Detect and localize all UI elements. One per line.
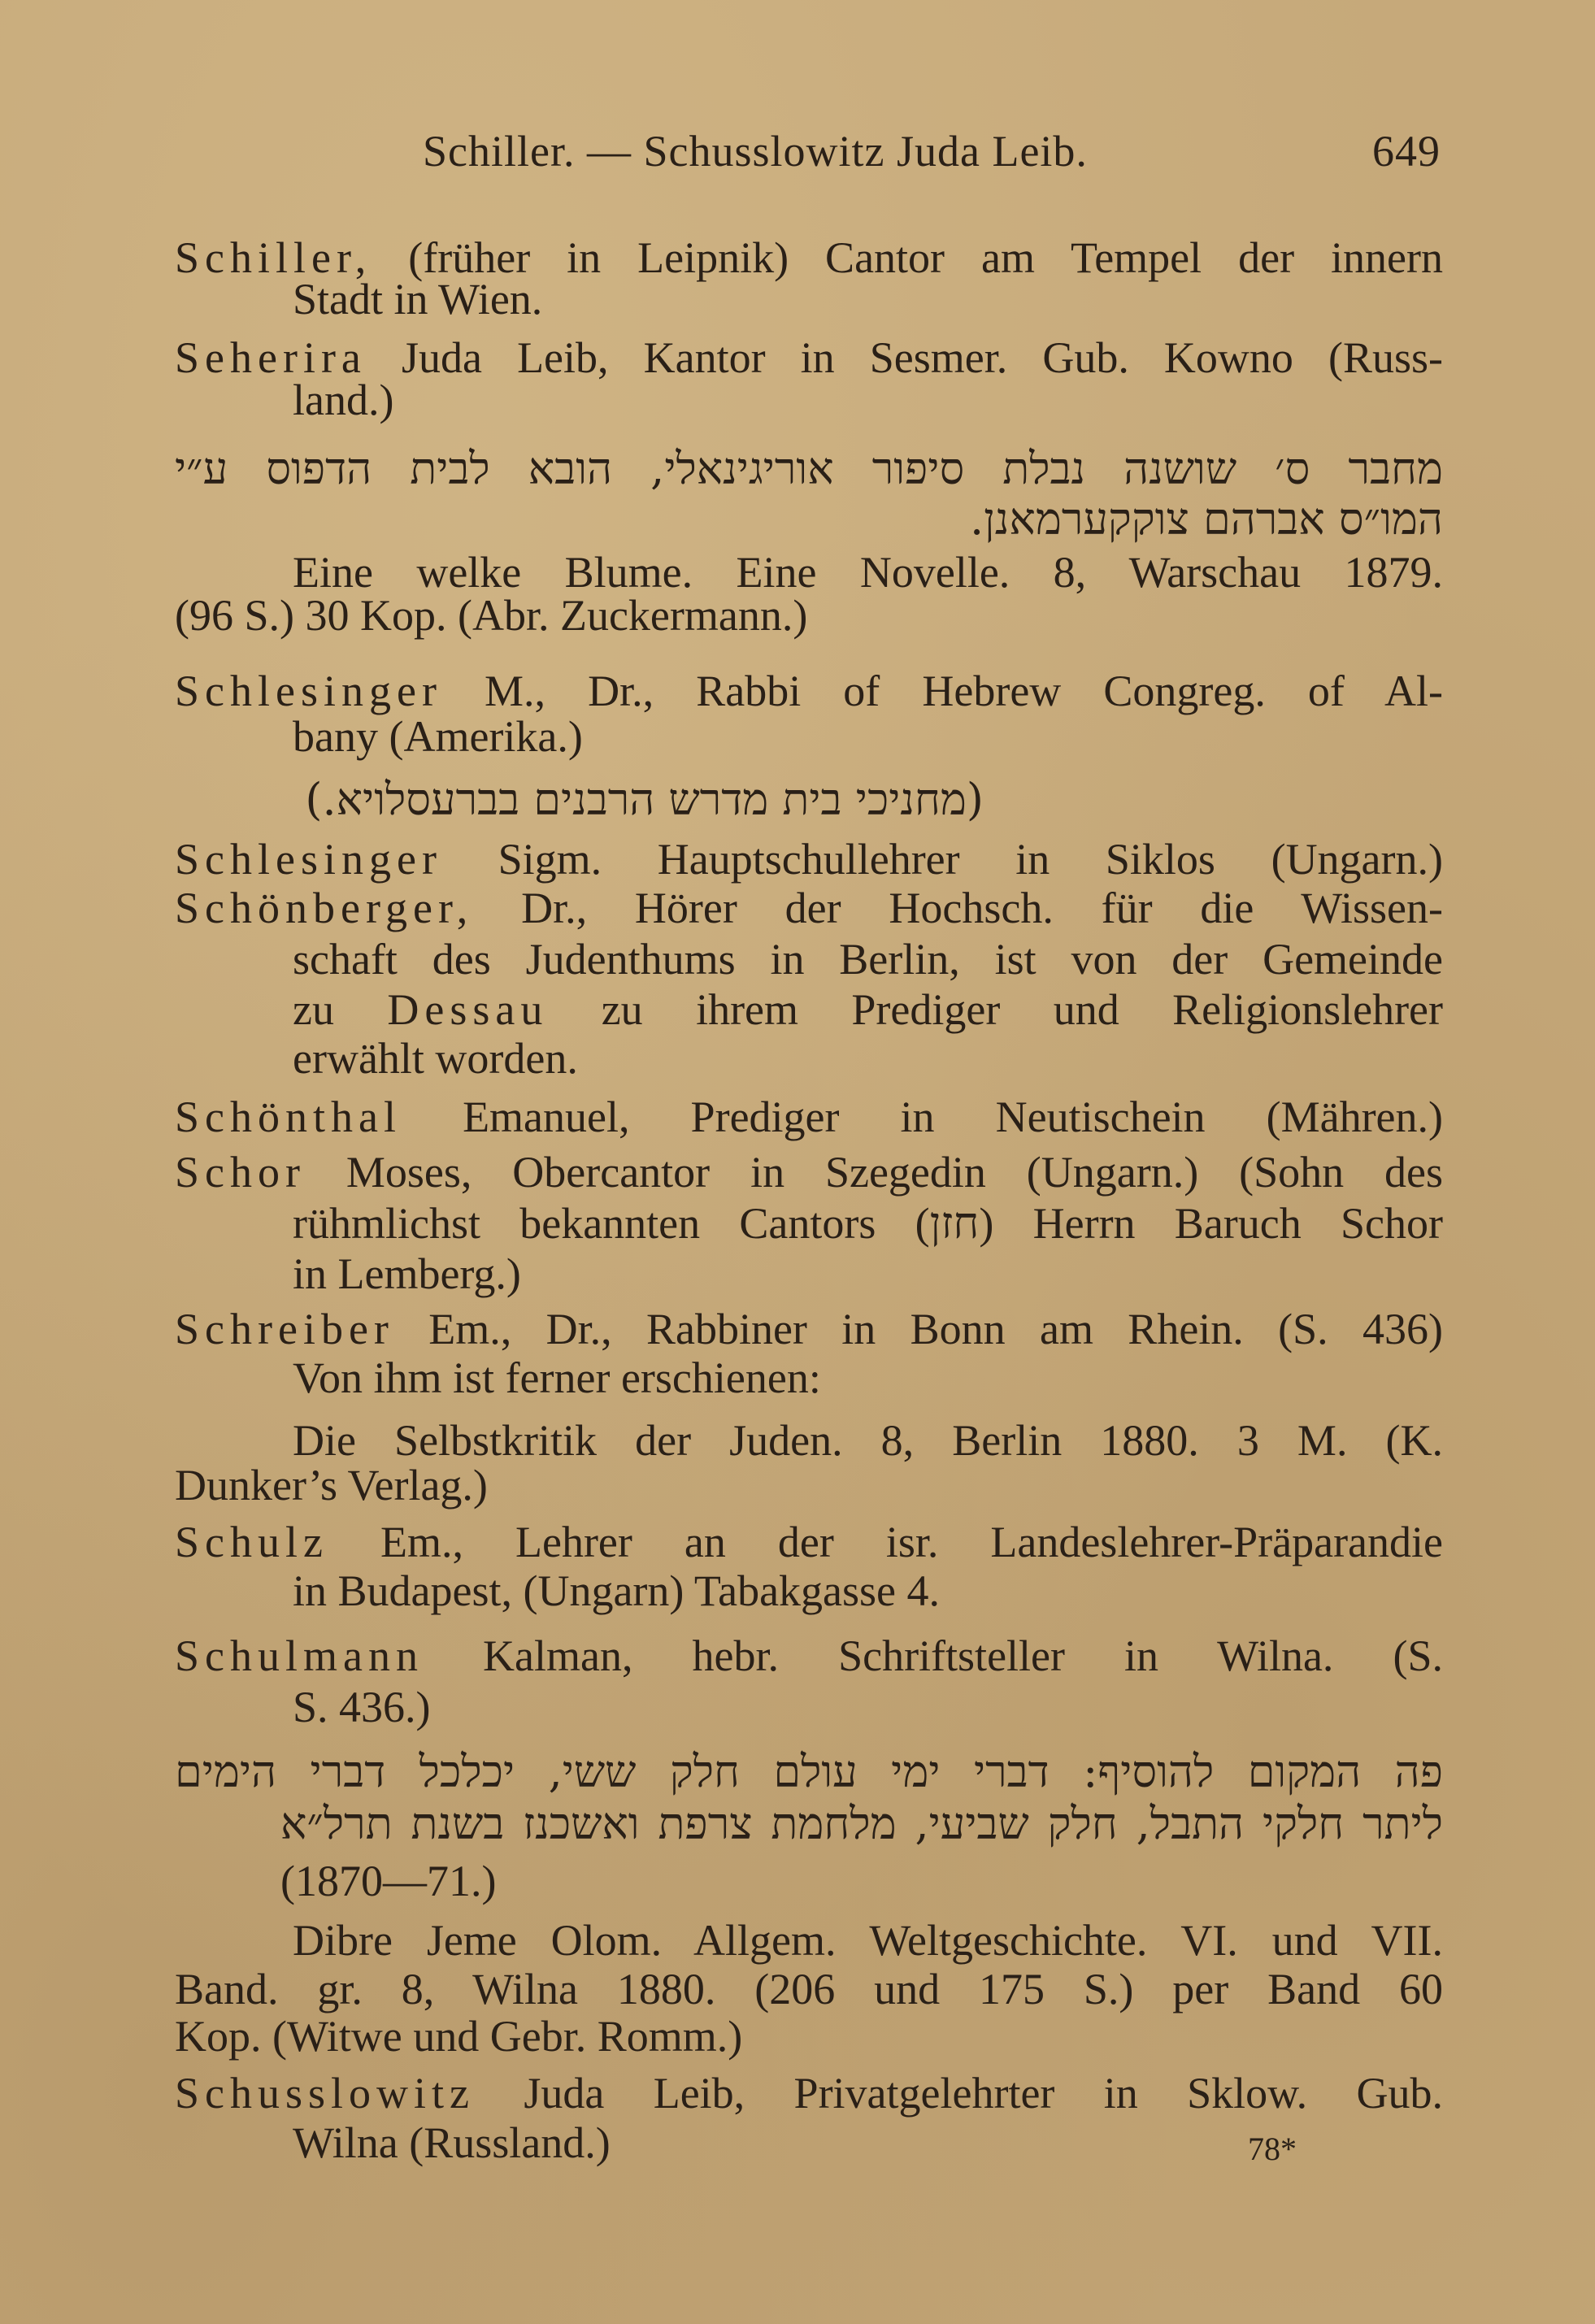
book-line: Dunker’s Verlag.)	[175, 1461, 488, 1510]
entry-line: erwählt worden.	[293, 1034, 578, 1083]
place-name: Dessau	[387, 985, 549, 1034]
entry-name: Schreiber	[175, 1305, 394, 1353]
entry-text: Em., Dr., Rabbiner in Bonn am Rhein. (S. 436)	[428, 1305, 1444, 1353]
book-line: Kop. (Witwe und Gebr. Romm.)	[175, 2012, 743, 2061]
book-line: Band. gr. 8, Wilna 1880. (206 und 175 S.) per Band 60	[175, 1965, 1443, 2013]
entry-line	[175, 882, 1443, 934]
entry-line	[175, 1516, 1443, 1568]
book-line: Dibre Jeme Olom. Allgem. Weltgeschichte. VI. und VII.	[293, 1916, 1443, 1965]
signature-mark: 78*	[1248, 2131, 1297, 2167]
entry-text: Sigm. Hauptschullehrer in Siklos (Ungarn.)	[498, 835, 1443, 884]
entry-text: Em., Lehrer an der isr. Landeslehrer-Präparandie	[380, 1518, 1443, 1566]
entry-line: Wilna (Russland.)	[293, 2118, 611, 2167]
entry-line: bany (Amerika.)	[293, 712, 583, 761]
entry-text: zu	[293, 985, 334, 1034]
entry-name: Schlesinger	[175, 667, 442, 715]
entry-text: Juda Leib, Kantor in Sesmer. Gub. Kowno (Russ-	[402, 333, 1443, 382]
entry-name: Seherira	[175, 333, 367, 382]
entry-text: Juda Leib, Privatgelehrter in Sklow. Gub.	[524, 2069, 1443, 2118]
entry-line	[175, 1630, 1443, 1682]
entry-line: S. 436.)	[293, 1683, 431, 1731]
years-line: (1870—71.)	[280, 1857, 497, 1905]
entry-text: Emanuel, Prediger in Neutischein (Mähren.)	[463, 1092, 1444, 1141]
entry-line: schaft des Judenthums in Berlin, ist von der Gemeinde	[293, 935, 1443, 984]
entry-text: Dr., Hörer der Hochsch. für die Wissen-	[521, 884, 1444, 932]
entry-line: land.)	[293, 376, 394, 424]
entry-name: Schulz	[175, 1518, 328, 1566]
entry-line	[175, 1303, 1443, 1355]
entry-name: Schönthal	[175, 1092, 402, 1141]
entry-line: Stadt in Wien.	[293, 275, 543, 324]
entry-name: Schlesinger	[175, 835, 442, 884]
hebrew-line: פה המקום להוסיף: דברי ימי עולם חלק ששי, יכלכל דברי הימים	[175, 1746, 1443, 1797]
entry-line	[175, 2067, 1443, 2119]
entry-text: M., Dr., Rabbi of Hebrew Congreg. of Al-	[485, 667, 1443, 715]
entry-name: Schusslowitz	[175, 2069, 476, 2118]
entry-text: zu ihrem Prediger und Religionslehrer	[601, 985, 1444, 1034]
hebrew-line: (מחניכי בית מדרש הרבנים בברעסלויא.)	[305, 774, 984, 825]
entry-line	[175, 1146, 1443, 1198]
entry-name: Schulmann	[175, 1631, 424, 1680]
book-line: Eine welke Blume. Eine Novelle. 8, Warschau 1879.	[293, 548, 1443, 597]
entry-line	[293, 984, 1443, 1036]
entry-line	[175, 833, 1443, 885]
entry-line: rühmlichst bekannten Cantors (חזן) Herrn Baruch Schor	[293, 1199, 1443, 1248]
page-number: 649	[1372, 127, 1441, 176]
hebrew-line: ליתר חלקי התבל, חלק שביעי, מלחמת צרפת ואשכנז בשנת תרל״א	[280, 1798, 1443, 1849]
book-line: (96 S.) 30 Kop. (Abr. Zuckermann.)	[175, 591, 808, 640]
entry-name: Schiller,	[175, 233, 372, 282]
hebrew-line: המו״ס אברהם צוקקערמאנן.	[969, 493, 1443, 545]
entry-line	[175, 1091, 1443, 1143]
hebrew-line: מחבר ס׳ שושנה נבלת סיפור אוריגינאלי, הובא לבית הדפוס ע״י	[175, 443, 1443, 494]
book-line: Die Selbstkritik der Juden. 8, Berlin 1880. 3 M. (K.	[293, 1416, 1443, 1465]
entry-line: in Budapest, (Ungarn) Tabakgasse 4.	[293, 1566, 941, 1615]
entry-line: Von ihm ist ferner erschienen:	[293, 1353, 821, 1402]
entry-text: Kalman, hebr. Schriftsteller in Wilna. (S.	[483, 1631, 1443, 1680]
running-header	[423, 126, 1441, 176]
running-title: Schiller. — Schusslowitz Juda Leib.	[423, 127, 1088, 176]
entry-line: in Lemberg.)	[293, 1249, 521, 1298]
entry-text: (früher in Leipnik) Cantor am Tempel der innern	[408, 233, 1443, 282]
entry-name: Schönberger,	[175, 884, 474, 932]
entry-line	[175, 665, 1443, 717]
entry-text: Moses, Obercantor in Szegedin (Ungarn.) (Sohn des	[346, 1148, 1444, 1197]
entry-name: Schor	[175, 1148, 306, 1197]
